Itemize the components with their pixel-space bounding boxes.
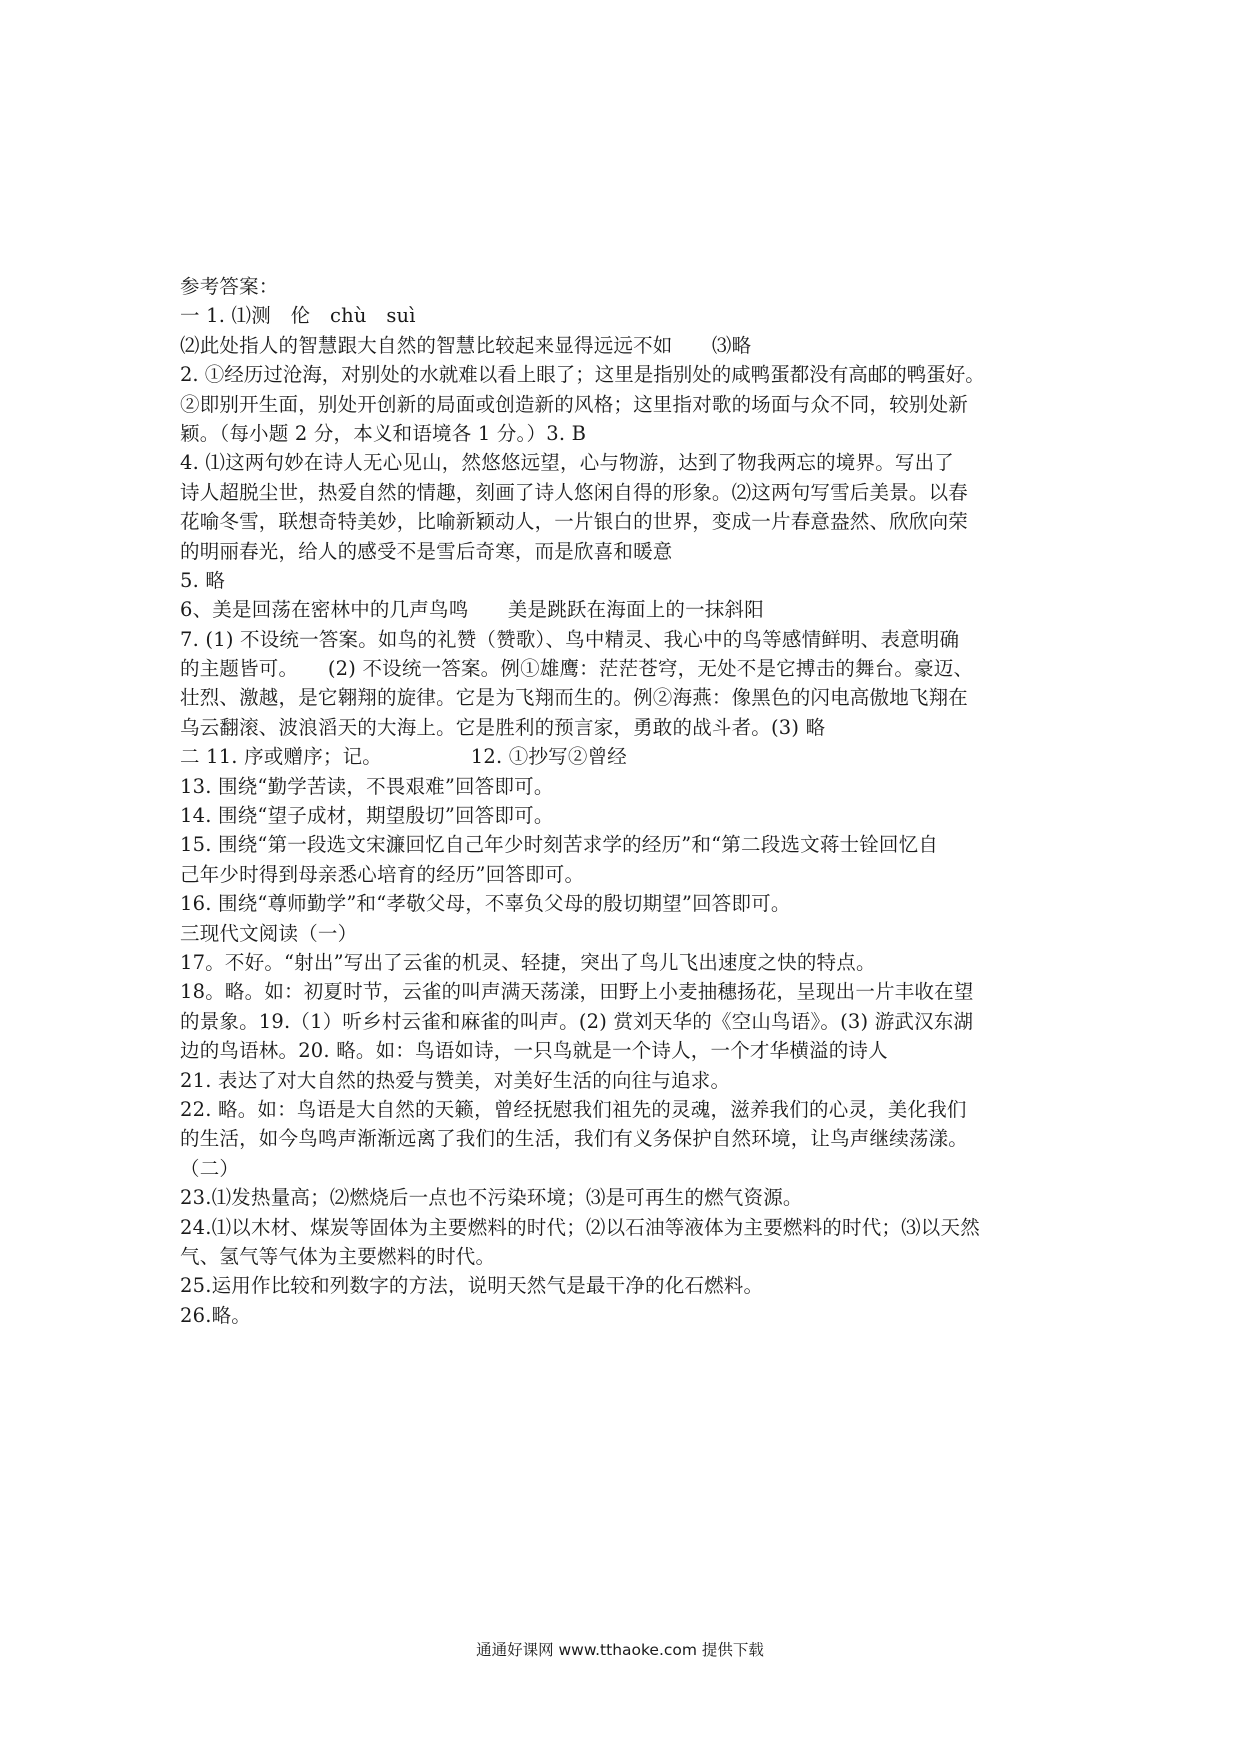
answer-line: 6、美是回荡在密林中的几声鸟鸣 美是跳跃在海面上的一抹斜阳 <box>180 598 764 622</box>
answer-line: 22. 略。如：鸟语是大自然的天籁，曾经抚慰我们祖先的灵魂，滋养我们的心灵，美化我们 <box>180 1097 967 1121</box>
answer-line: 的生活，如今鸟鸣声渐渐远离了我们的生活，我们有义务保护自然环境，让鸟声继续荡漾。 <box>180 1127 969 1151</box>
answer-line: 26.略。 <box>180 1303 252 1327</box>
answer-line: 颖。（每小题 2 分，本义和语境各 1 分。）3. B <box>180 421 587 445</box>
answer-line: 的明丽春光，给人的感受不是雪后奇寒，而是欣喜和暖意 <box>180 539 673 563</box>
section-title: 参考答案： <box>180 275 279 298</box>
answer-line: 25.运用作比较和列数字的方法，说明天然气是最干净的化石燃料。 <box>180 1274 764 1298</box>
answer-line: 己年少时得到母亲悉心培育的经历”回答即可。 <box>180 862 585 886</box>
answer-line: 4. ⑴这两句妙在诗人无心见山，然悠悠远望，心与物游，达到了物我两忘的境界。写出了 <box>180 451 955 475</box>
answer-line: 气、氢气等气体为主要燃料的时代。 <box>180 1244 496 1268</box>
answer-line: 的主题皆可。 (2) 不设统一答案。例①雄鹰：茫茫苍穹，无处不是它搏击的舞台。豪迈、 <box>180 657 974 681</box>
section-heading: （二） <box>180 1156 240 1180</box>
page-footer: 通通好课网 www.tthaoke.com 提供下载 <box>476 1641 764 1659</box>
answer-line: 7. (1) 不设统一答案。如鸟的礼赞（赞歌）、鸟中精灵、我心中的鸟等感情鲜明、表意明确 <box>180 627 960 651</box>
answer-key-body <box>180 272 1080 1330</box>
answer-line: 16. 围绕“尊师勤学”和“孝敬父母，不辜负父母的殷切期望”回答即可。 <box>180 892 791 916</box>
answer-line: 15. 围绕“第一段选文宋濂回忆自己年少时刻苦求学的经历”和“第二段选文蒋士铨回忆自 <box>180 833 939 857</box>
answer-line: 一 1. ⑴测 伦 chù suì <box>180 304 416 328</box>
answer-line: 壮烈、激越，是它翱翔的旋律。它是为飞翔而生的。例②海燕：像黑色的闪电高傲地飞翔在 <box>180 686 969 710</box>
answer-line: 17。不好。“射出”写出了云雀的机灵、轻捷，突出了鸟儿飞出速度之快的特点。 <box>180 950 876 974</box>
answer-line: 18。略。如：初夏时节，云雀的叫声满天荡漾，田野上小麦抽穗扬花，呈现出一片丰收在望 <box>180 980 974 1004</box>
answer-line: 二 11. 序或赠序；记。 12. ①抄写②曾经 <box>180 745 627 769</box>
section-heading: 三现代文阅读（一） <box>180 921 358 945</box>
answer-line: 的景象。19.（1）听乡村云雀和麻雀的叫声。(2) 赏刘天华的《空山鸟语》。(3) 游武汉东湖 <box>180 1009 974 1033</box>
answer-line: 13. 围绕“勤学苦读，不畏艰难”回答即可。 <box>180 774 554 798</box>
answer-line: 2. ①经历过沧海，对别处的水就难以看上眼了；这里是指别处的咸鸭蛋都没有高邮的鸭蛋好。 <box>180 363 985 387</box>
answer-line: 24.⑴以木材、煤炭等固体为主要燃料的时代；⑵以石油等液体为主要燃料的时代；⑶以天然 <box>180 1215 980 1239</box>
answer-line: ⑵此处指人的智慧跟大自然的智慧比较起来显得远远不如 ⑶略 <box>180 333 752 357</box>
answer-line: 23.⑴发热量高；⑵燃烧后一点也不污染环境；⑶是可再生的燃气资源。 <box>180 1186 803 1210</box>
answer-line: 乌云翻滚、波浪滔天的大海上。它是胜利的预言家，勇敢的战斗者。(3) 略 <box>180 715 826 739</box>
answer-line: 5. 略 <box>180 568 226 592</box>
answer-line: 21. 表达了对大自然的热爱与赞美，对美好生活的向往与追求。 <box>180 1068 731 1092</box>
answer-line: 诗人超脱尘世，热爱自然的情趣，刻画了诗人悠闲自得的形象。⑵这两句写雪后美景。以春 <box>180 480 969 504</box>
answer-line: ②即别开生面，别处开创新的局面或创造新的风格；这里指对歌的场面与众不同，较别处新 <box>180 392 969 416</box>
answer-line: 花喻冬雪，联想奇特美妙，比喻新颖动人，一片银白的世界，变成一片春意盎然、欣欣向荣 <box>180 510 969 534</box>
answer-line: 边的鸟语林。20. 略。如：鸟语如诗，一只鸟就是一个诗人，一个才华横溢的诗人 <box>180 1039 888 1063</box>
answer-line: 14. 围绕“望子成材，期望殷切”回答即可。 <box>180 804 554 828</box>
